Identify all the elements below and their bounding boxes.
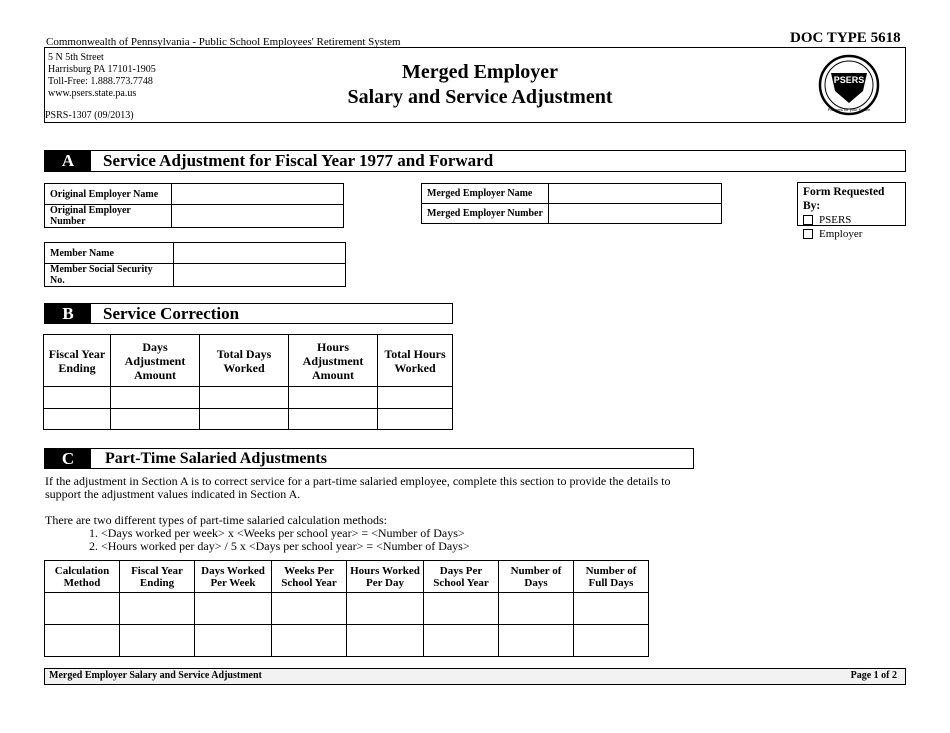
option-psers[interactable] — [803, 213, 900, 227]
section-a-letter: A — [45, 151, 91, 171]
table-cell[interactable] — [574, 625, 649, 657]
part-time-table — [44, 560, 649, 657]
table-cell[interactable] — [45, 625, 120, 657]
merged-employer-name-field[interactable] — [549, 184, 722, 204]
page-number: Page 1 of 2 — [850, 670, 897, 681]
table-cell[interactable] — [378, 409, 453, 430]
address-line: Toll-Free: 1.888.773.7748 — [48, 76, 153, 87]
table-cell[interactable] — [111, 387, 200, 409]
section-c-title: Part-Time Salaried Adjustments — [105, 449, 327, 467]
section-b-title: Service Correction — [103, 303, 240, 323]
column-header: Hours Adjustment Amount — [289, 335, 378, 387]
section-c-intro: If the adjustment in Section A is to correct service for a part-time salaried employee, complete this section to provide the details to support the adjustment values indicated in Section A. — [45, 474, 671, 501]
section-a-title: Service Adjustment for Fiscal Year 1977 and Forward — [103, 151, 494, 170]
merged-employer-number-label: Merged Employer Number — [422, 204, 549, 224]
checkbox-employer[interactable] — [803, 229, 813, 239]
column-header: Weeks Per School Year — [272, 561, 347, 593]
original-employer-name-label: Original Employer Name — [45, 184, 172, 205]
page-title — [295, 60, 665, 110]
title-line-2: Salary and Service Adjustment — [347, 86, 613, 108]
table-cell[interactable] — [200, 387, 289, 409]
table-cell[interactable] — [347, 593, 424, 625]
column-header: Days Adjustment Amount — [111, 335, 200, 387]
column-header: Fiscal Year Ending — [120, 561, 195, 593]
logo-text: PSERS — [833, 75, 865, 85]
table-cell[interactable] — [424, 593, 499, 625]
title-line-1: Merged Employer — [401, 61, 559, 83]
table-cell[interactable] — [499, 625, 574, 657]
method-item: 1. <Days worked per week> x <Weeks per school year> = <Number of Days> — [89, 526, 465, 540]
section-a-header — [44, 150, 906, 172]
table-cell[interactable] — [111, 409, 200, 430]
agency-name: Commonwealth of Pennsylvania - Public School Employees' Retirement System — [46, 36, 401, 48]
original-employer-table — [44, 183, 344, 228]
service-correction-table — [43, 334, 453, 430]
column-header: Days Worked Per Week — [195, 561, 272, 593]
table-row — [44, 409, 453, 430]
methods-list — [89, 527, 470, 553]
psers-logo — [817, 53, 881, 117]
table-cell[interactable] — [378, 387, 453, 409]
table-cell[interactable] — [45, 593, 120, 625]
option-employer-label: Employer — [819, 228, 863, 240]
footer-title: Merged Employer Salary and Service Adjustment — [49, 670, 262, 681]
column-header: Days Per School Year — [424, 561, 499, 593]
table-cell[interactable] — [499, 593, 574, 625]
column-header: Fiscal Year Ending — [44, 335, 111, 387]
merged-employer-number-field[interactable] — [549, 204, 722, 224]
column-header: Total Days Worked — [200, 335, 289, 387]
merged-employer-name-label: Merged Employer Name — [422, 184, 549, 204]
table-cell[interactable] — [200, 409, 289, 430]
address-block — [48, 52, 156, 100]
section-c-letter: C — [45, 449, 91, 468]
table-row — [44, 387, 453, 409]
table-cell[interactable] — [272, 593, 347, 625]
option-employer[interactable] — [803, 227, 900, 241]
table-row — [45, 593, 649, 625]
column-header: Number of Full Days — [574, 561, 649, 593]
form-requested-by — [797, 182, 906, 240]
table-cell[interactable] — [424, 625, 499, 657]
table-cell[interactable] — [195, 625, 272, 657]
column-header: Hours Worked Per Day — [347, 561, 424, 593]
table-cell[interactable] — [120, 625, 195, 657]
option-psers-label: PSERS — [819, 214, 852, 226]
table-row — [45, 625, 649, 657]
address-line: 5 N 5th Street — [48, 52, 104, 63]
section-b-letter: B — [45, 304, 91, 323]
doc-type: DOC TYPE 5618 — [790, 30, 901, 46]
table-cell[interactable] — [289, 409, 378, 430]
table-cell[interactable] — [44, 387, 111, 409]
original-employer-number-label: Original Employer Number — [45, 205, 172, 228]
table-cell[interactable] — [347, 625, 424, 657]
original-employer-number-field[interactable] — [172, 205, 344, 228]
table-cell[interactable] — [289, 387, 378, 409]
column-header: Total Hours Worked — [378, 335, 453, 387]
column-header: Number of Days — [499, 561, 574, 593]
address-line: Harrisburg PA 17101-1905 — [48, 64, 156, 75]
member-name-field[interactable] — [174, 243, 346, 264]
method-item: 2. <Hours worked per day> / 5 x <Days per school year> = <Number of Days> — [89, 539, 470, 553]
table-cell[interactable] — [195, 593, 272, 625]
methods-intro: There are two different types of part-time salaried calculation methods: — [45, 513, 387, 527]
section-c-header — [44, 448, 694, 469]
member-name-label: Member Name — [45, 243, 174, 264]
checkbox-psers[interactable] — [803, 215, 813, 225]
table-cell[interactable] — [574, 593, 649, 625]
table-cell[interactable] — [120, 593, 195, 625]
website-link[interactable]: www.psers.state.pa.us — [48, 88, 137, 99]
form-number: PSRS-1307 (09/2013) — [45, 110, 134, 121]
member-ssn-label: Member Social Security No. — [45, 264, 174, 287]
table-cell[interactable] — [272, 625, 347, 657]
logo-tagline: Partners for your Future — [827, 107, 871, 112]
merged-employer-table — [421, 183, 722, 224]
section-b-header — [44, 303, 453, 324]
column-header: Calculation Method — [45, 561, 120, 593]
header-box — [44, 47, 906, 123]
member-ssn-field[interactable] — [174, 264, 346, 287]
footer-bar — [44, 668, 906, 685]
table-cell[interactable] — [44, 409, 111, 430]
form-requested-by-label: Form Requested By: — [803, 186, 885, 212]
member-table — [44, 242, 346, 287]
original-employer-name-field[interactable] — [172, 184, 344, 205]
